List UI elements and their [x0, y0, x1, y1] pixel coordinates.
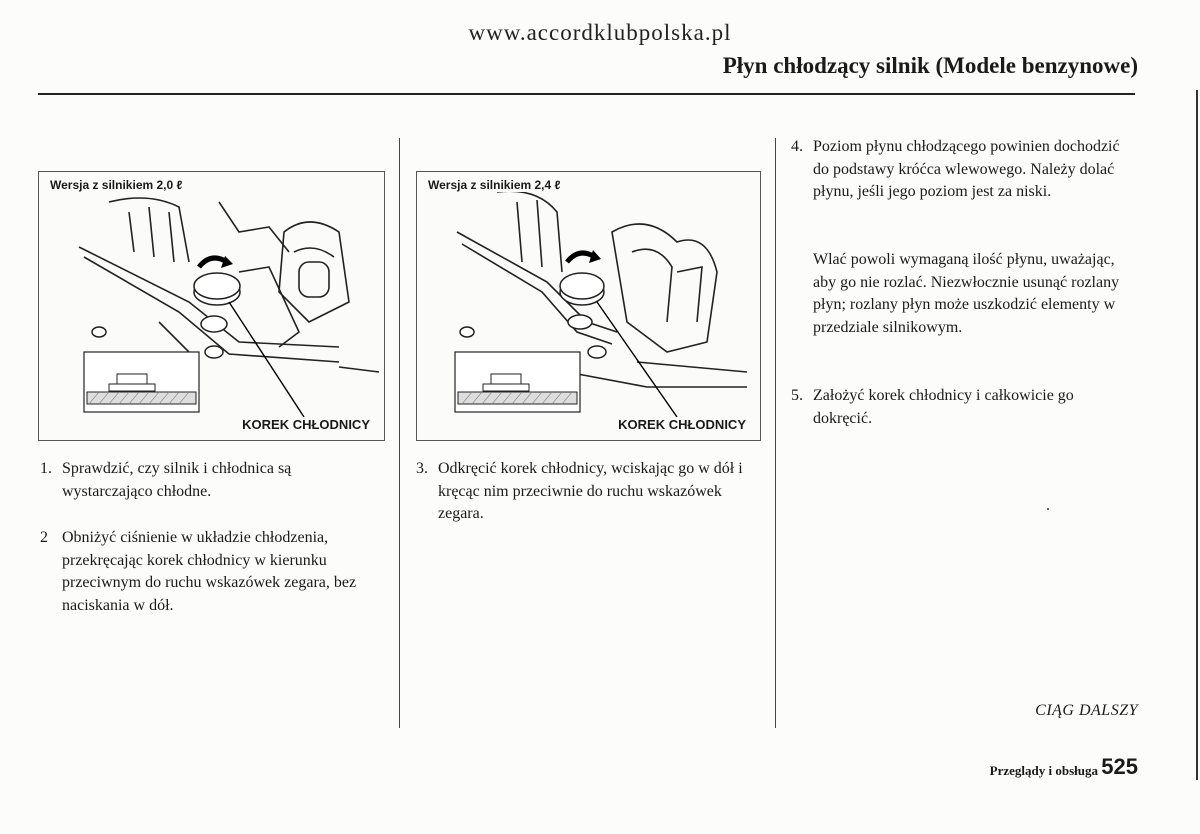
figure-engine-2-4 — [416, 171, 761, 441]
step-number: 1. — [40, 460, 52, 477]
step-text: Obniżyć ciśnienie w układzie chłodzenia, przekręcając korek chłodnicy w kierunku przeciwnym do ruchu wskazówek zegara, bez naciskania w dół. — [62, 529, 357, 614]
figure-engine-2-0 — [38, 171, 385, 441]
step-1 — [40, 458, 375, 503]
stray-dot — [1047, 508, 1049, 510]
step-text: Odkręcić korek chłodnicy, wciskając go w dół i kręcąc nim przeciwnie do ruchu wskazówek zegara. — [438, 460, 743, 522]
section-footer: Przeglądy i obsługa — [989, 763, 1098, 778]
figure-caption: KOREK CHŁODNICY — [618, 417, 746, 432]
step-text: Założyć korek chłodnicy i całkowicie go dokręcić. — [813, 387, 1074, 427]
page-title: Płyn chłodzący silnik (Modele benzynowe) — [722, 53, 1138, 78]
step-number: 5. — [791, 387, 803, 404]
column-divider-2 — [775, 138, 776, 728]
header-rule — [38, 93, 1135, 95]
figure-label: Wersja z silnikiem 2,4 ℓ — [425, 178, 563, 192]
step-text: Sprawdzić, czy silnik i chłodnica są wystarczająco chłodne. — [62, 460, 292, 500]
step-4-note — [791, 249, 1131, 339]
watermark: www.accordklubpolska.pl — [468, 20, 732, 45]
step-number: 2 — [40, 529, 48, 546]
step-number: 3. — [416, 460, 428, 477]
step-text: Wlać powoli wymaganą ilość płynu, uważając, aby go nie rozlać. Niezwłocznie usunąć rozlany płyn; rozlany płyn może uszkodzić elementy w przedziale silnikowym. — [813, 251, 1120, 336]
page-edge-rule — [1196, 90, 1198, 780]
step-2 — [40, 527, 380, 617]
step-text: Poziom płynu chłodzącego powinien dochodzić do podstawy króćca wlewowego. Należy dolać płynu, jeśli jego poziom jest za niski. — [813, 138, 1120, 200]
page-number: 525 — [1101, 754, 1138, 779]
step-5 — [791, 385, 1131, 430]
step-4 — [791, 136, 1131, 204]
engine-illustration-2-4 — [417, 172, 760, 440]
figure-caption: KOREK CHŁODNICY — [242, 417, 370, 432]
engine-illustration-2-0 — [39, 172, 384, 440]
continued-label: CIĄG DALSZY — [1035, 702, 1138, 719]
column-divider-1 — [399, 138, 400, 728]
step-3 — [416, 458, 761, 526]
figure-label: Wersja z silnikiem 2,0 ℓ — [47, 178, 185, 192]
step-number: 4. — [791, 138, 803, 155]
